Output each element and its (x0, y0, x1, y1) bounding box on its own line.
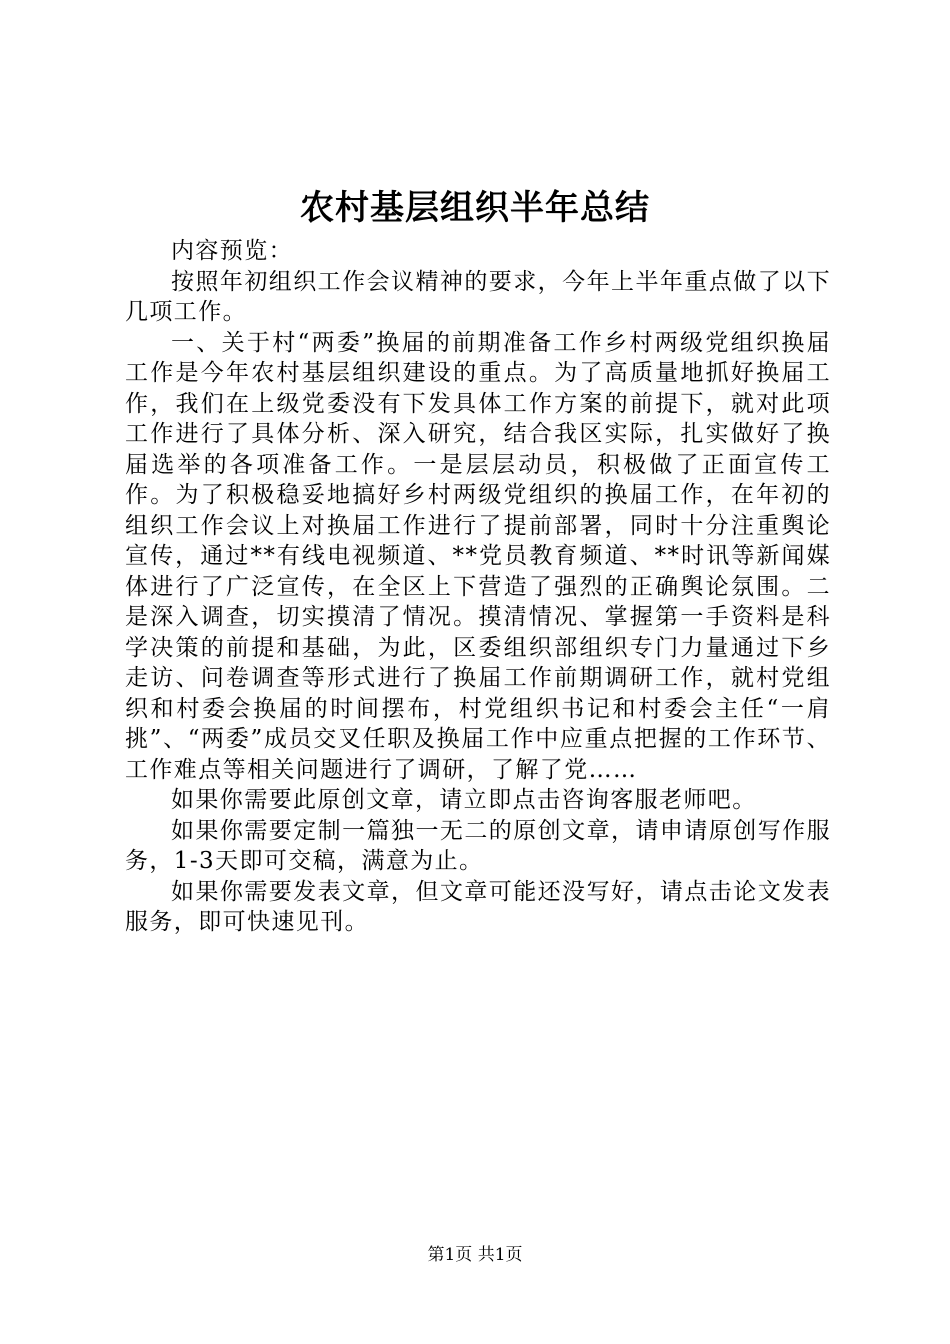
publish-paragraph: 如果你需要发表文章，但文章可能还没写好，请点击论文发表服务，即可快速见刊。 (125, 878, 831, 935)
page-footer: 第1页 共1页 (427, 1245, 523, 1265)
consult-paragraph: 如果你需要此原创文章，请立即点击咨询客服老师吧。 (171, 787, 757, 813)
main-paragraph: 一、关于村“两委”换届的前期准备工作乡村两级党组织换届工作是今年农村基层组织建设的重点。为了高质量地抓好换届工作，我们在上级党委没有下发具体工作方案的前提下，就对此项工作进行了具体分析、深入研究，结合我区实际，扎实做好了换届选举的各项准备工作。一是层层动员，积极做了正面宣传工作。为了积极稳妥地搞好乡村两级党组织的换届工作，在年初的组织工作会议上对换届工作进行了提前部署，同时十分注重舆论宣传，通过**有线电视频道、**党员教育频道、**时讯等新闻媒体进行了广泛宣传，在全区上下营造了强烈的正确舆论氛围。二是深入调查，切实摸清了情况。摸清情况、掌握第一手资料是科学决策的前提和基础，为此，区委组织部组织专门力量通过下乡走访、问卷调查等形式进行了换届工作前期调研工作，就村党组织和村委会换届的时间摆布，村党组织书记和村委会主任“一肩挑”、“两委”成员交叉任职及换届工作中应重点把握的工作环节、工作难点等相关问题进行了调研，了解了党…… (125, 329, 831, 783)
custom-writing-paragraph: 如果你需要定制一篇独一无二的原创文章，请申请原创写作服务，1-3天即可交稿，满意为止。 (125, 817, 831, 874)
intro-paragraph: 按照年初组织工作会议精神的要求，今年上半年重点做了以下几项工作。 (125, 268, 831, 325)
preview-label: 内容预览： (171, 238, 293, 264)
document-title: 农村基层组织半年总结 (300, 188, 650, 228)
document-body (125, 236, 831, 938)
